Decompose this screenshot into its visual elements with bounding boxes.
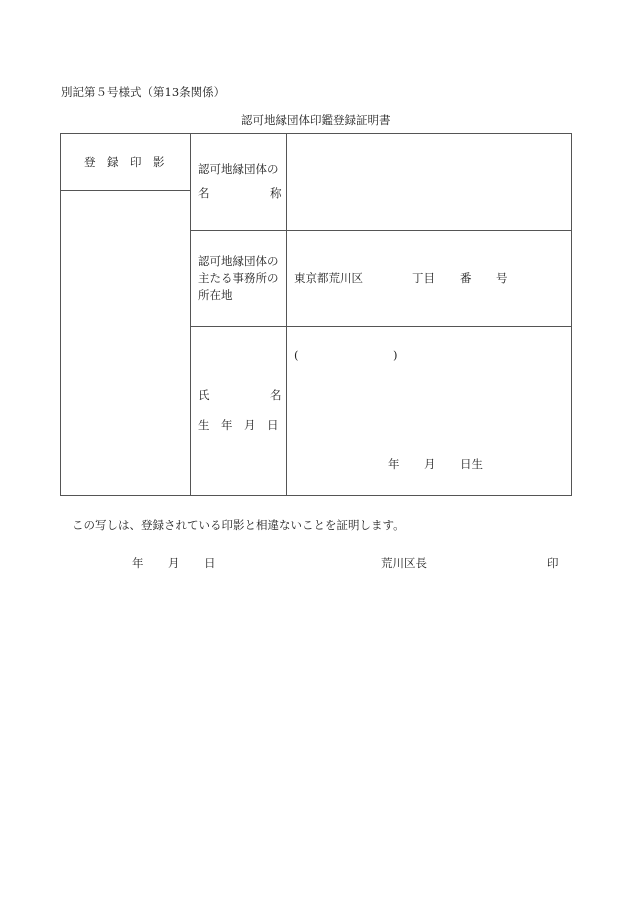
office-city: 東京都荒川区 (294, 271, 363, 285)
office-label-line1: 認可地縁団体の (198, 254, 279, 268)
birth-year: 年 (388, 457, 400, 471)
rep-name-label-right: 名 (270, 388, 282, 402)
divider-label-column (286, 133, 287, 496)
issuer-seal: 印 (547, 556, 559, 570)
divider-row-1 (190, 230, 572, 231)
table-border-top (60, 133, 572, 134)
footer-date-day: 日 (204, 556, 216, 570)
table-border-right (571, 133, 572, 496)
name-label-left: 名 (198, 186, 210, 200)
office-go: 号 (496, 271, 508, 285)
certification-text: この写しは、登録されている印影と相違ないことを証明します。 (72, 518, 405, 532)
seal-header-label: 登 録 印 影 (84, 155, 165, 169)
name-label-right: 称 (270, 186, 282, 200)
birth-day: 日生 (460, 457, 483, 471)
rep-name-label-left: 氏 (198, 388, 210, 402)
office-ban: 番 (460, 271, 472, 285)
footer-date-month: 月 (168, 556, 180, 570)
office-label-line2: 主たる事務所の (198, 271, 279, 285)
birth-month: 月 (424, 457, 436, 471)
certificate-table (60, 133, 572, 496)
issuer-name: 荒川区長 (381, 556, 427, 570)
rep-reading-open-paren: ( (294, 348, 299, 362)
name-label-line1: 認可地縁団体の (198, 162, 279, 176)
document-title: 認可地縁団体印鑑登録証明書 (241, 113, 391, 127)
office-chome: 丁目 (412, 271, 435, 285)
footer-date-year: 年 (132, 556, 144, 570)
office-label-line3: 所在地 (198, 288, 233, 302)
divider-seal-column (190, 133, 191, 496)
divider-row-2 (190, 326, 572, 327)
rep-birth-label: 生 年 月 日 (198, 418, 279, 432)
form-number: 別記第５号様式（第13条関係） (61, 85, 226, 99)
seal-impression-area (61, 191, 190, 495)
rep-reading-close-paren: ) (393, 348, 398, 362)
table-border-bottom (60, 495, 572, 496)
